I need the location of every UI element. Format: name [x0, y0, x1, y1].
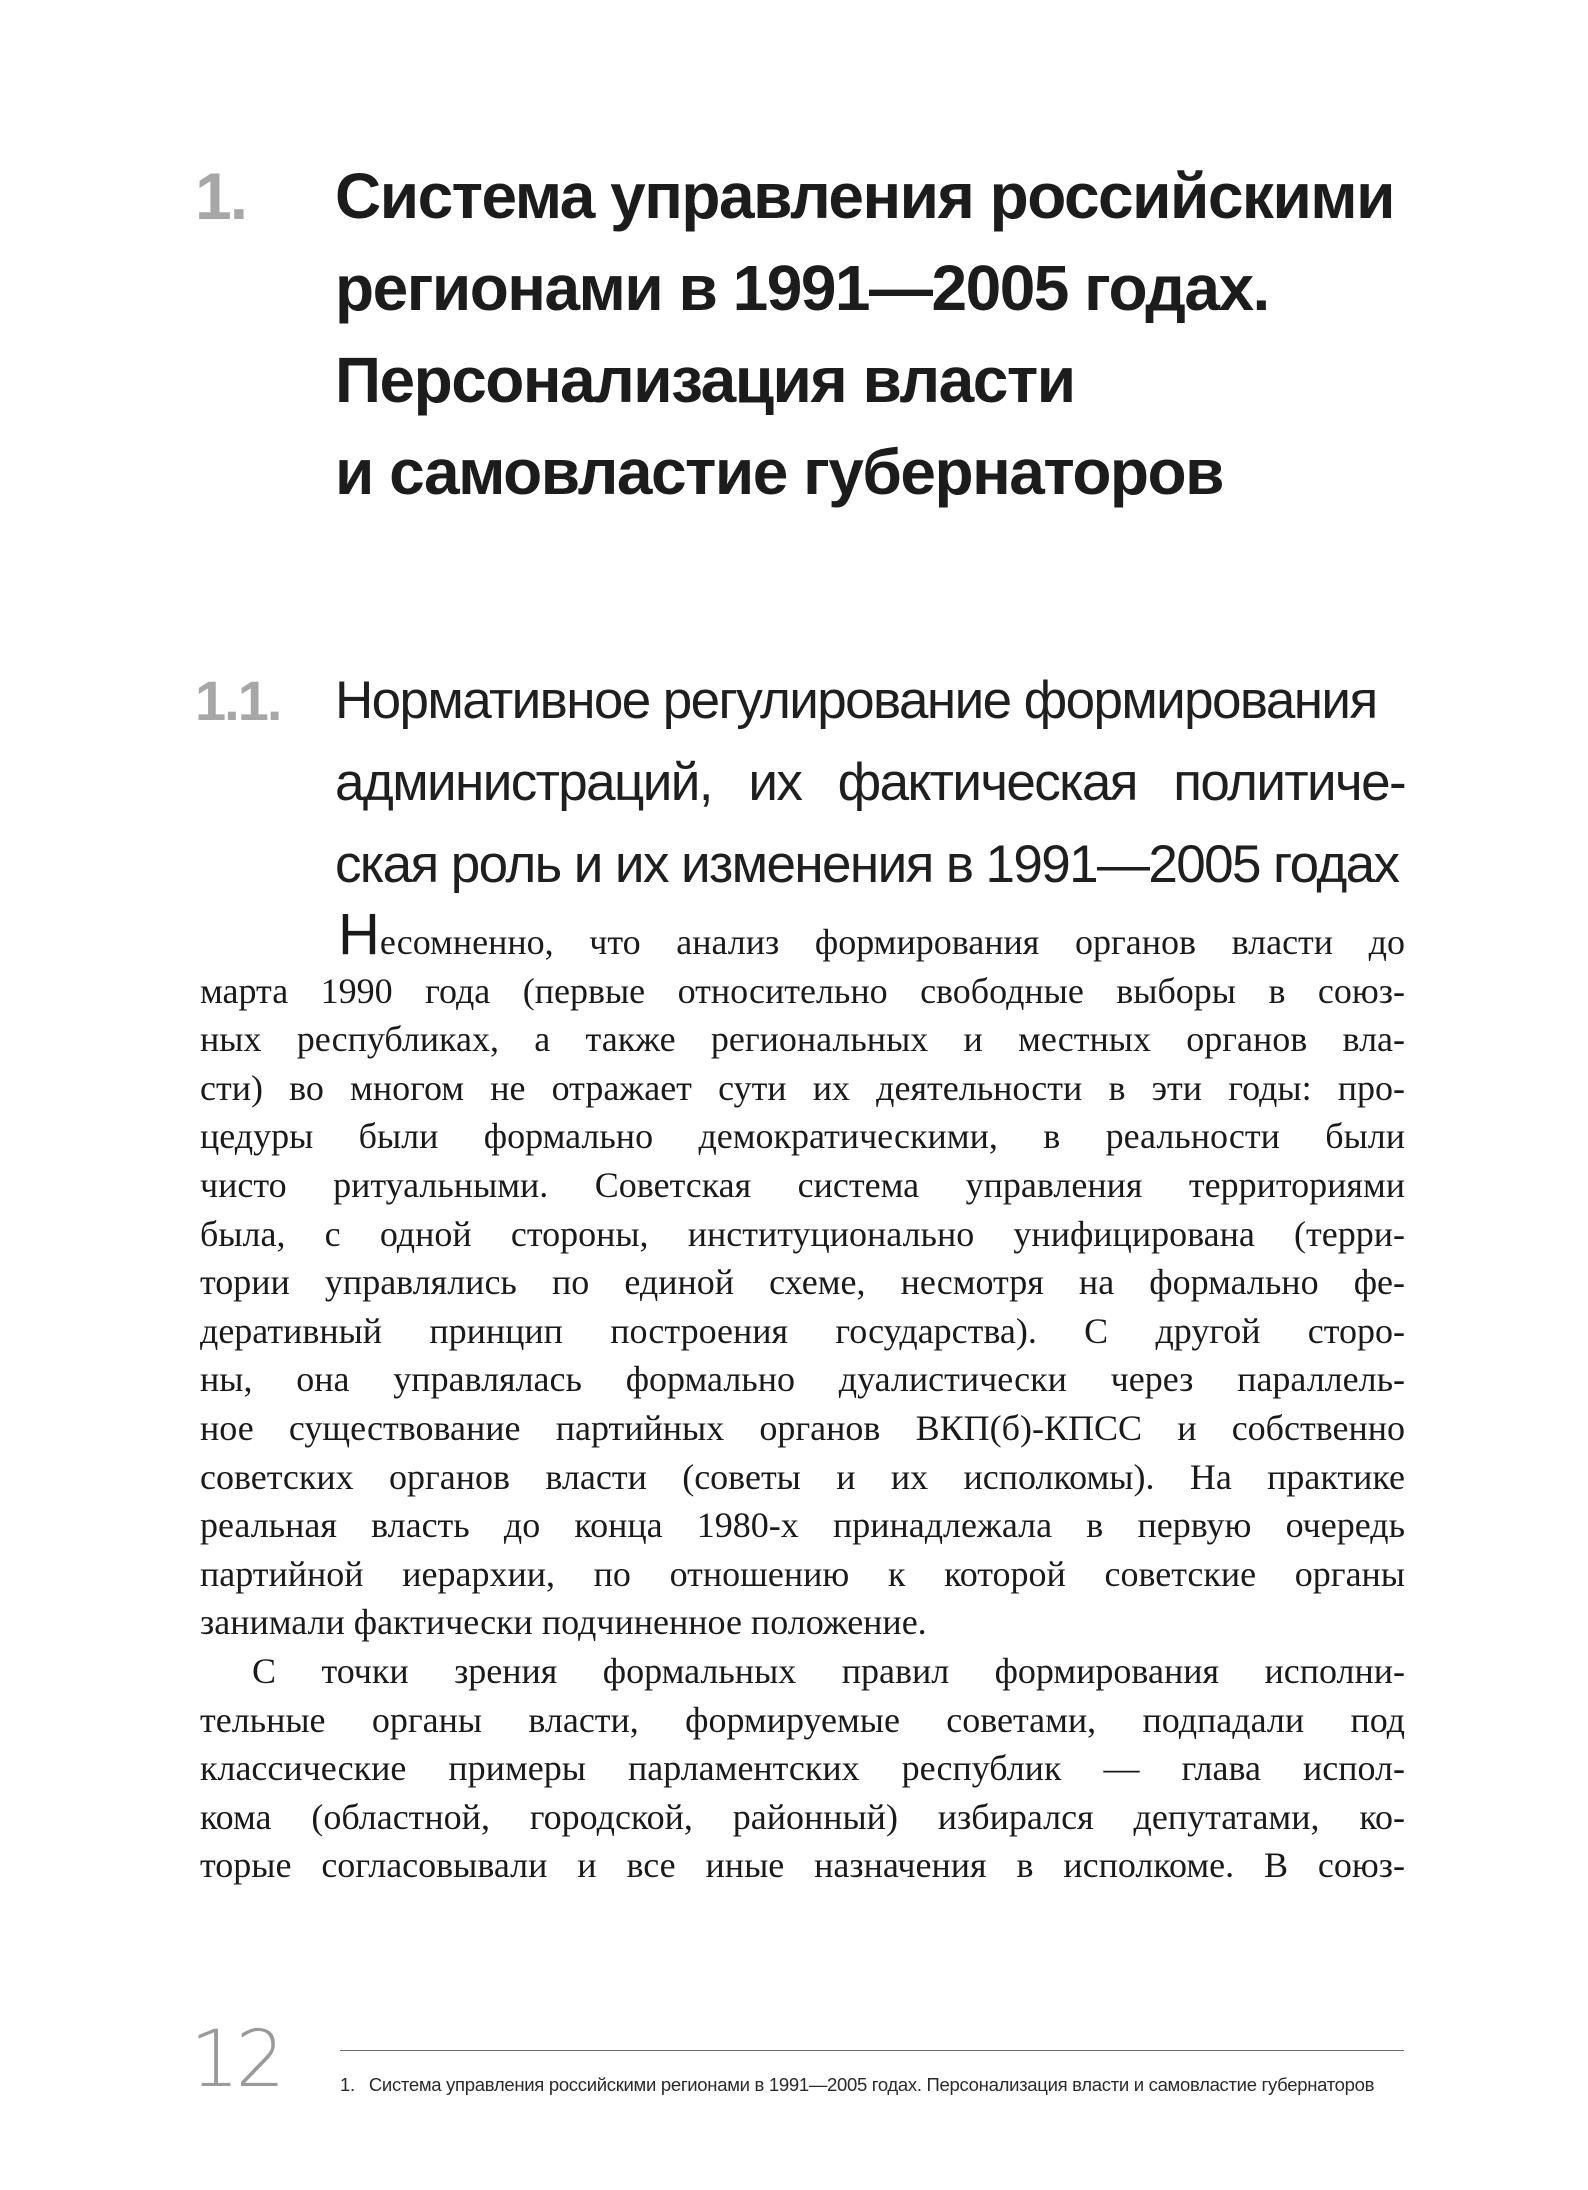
paragraph-line: кома (областной, городской, районный) избирался депутатами, ко-: [200, 1796, 1405, 1837]
line-text: есомненно, что анализ формирования органов власти до: [379, 922, 1405, 962]
paragraph-line: ное существование партийных органов ВКП(б)-КПСС и собственно: [200, 1407, 1405, 1448]
section-title-line: администраций, их фактическая политиче-: [335, 753, 1405, 812]
paragraph-line: [200, 902, 1405, 967]
running-footer: [340, 2074, 1404, 2096]
paragraph-line: марта 1990 года (первые относительно свободные выборы в союз-: [200, 970, 1405, 1011]
section-title-line: ская роль и их изменения в 1991—2005 годах: [335, 835, 1399, 894]
footer-divider: [340, 2050, 1404, 2051]
page-number: 12: [190, 2015, 282, 2105]
paragraph-line: партийной иерархии, по отношению к которой советские органы: [200, 1553, 1405, 1594]
paragraph-line: советских органов власти (советы и их исполкомы). На практике: [200, 1456, 1405, 1497]
paragraph-line: занимали фактически подчиненное положение.: [200, 1602, 927, 1643]
paragraph-line: сти) во многом не отражает сути их деятельности в эти годы: про-: [200, 1067, 1405, 1108]
running-footer-number: 1.: [340, 2074, 355, 2095]
chapter-title-line: Система управления российскими: [335, 160, 1394, 232]
paragraph-line: деративный принцип построения государства). С другой сторо-: [200, 1310, 1405, 1351]
paragraph-line: тельные органы власти, формируемые советами, подпадали под: [200, 1699, 1405, 1740]
paragraph-line: ных республиках, а также региональных и местных органов вла-: [200, 1019, 1405, 1060]
paragraph-line: С точки зрения формальных правил формирования исполни-: [252, 1650, 1405, 1691]
paragraph-line: торые согласовывали и все иные назначения в исполкоме. В союз-: [200, 1845, 1405, 1886]
paragraph-line: реальная власть до конца 1980-х принадлежала в первую очередь: [200, 1505, 1405, 1546]
body-text: [200, 902, 1405, 1890]
drop-cap: Н: [338, 902, 380, 967]
chapter-title: [335, 150, 1465, 518]
running-footer-title: Система управления российскими регионами в 1991—2005 годах. Персонализация власти и самовластие губернаторов: [368, 2074, 1375, 2095]
section-title-line: Нормативное регулирование формирования: [335, 671, 1377, 730]
chapter-title-line: и самовластие губернаторов: [335, 436, 1223, 508]
section-title: [335, 660, 1405, 906]
chapter-title-line: Персонализация власти: [335, 344, 1075, 416]
paragraph-line: цедуры были формально демократическими, в реальности были: [200, 1116, 1405, 1157]
paragraph-line: тории управлялись по единой схеме, несмотря на формально фе-: [200, 1262, 1405, 1303]
paragraph-line: ны, она управлялась формально дуалистически через параллель-: [200, 1359, 1405, 1400]
section-number: 1.1.: [195, 669, 281, 732]
paragraph-line: была, с одной стороны, институционально унифицирована (терри-: [200, 1213, 1405, 1254]
paragraph-line: чисто ритуальными. Советская система управления территориями: [200, 1164, 1405, 1205]
paragraph-line: классические примеры парламентских республик — глава испол-: [200, 1748, 1405, 1789]
chapter-number: 1.: [195, 159, 247, 233]
chapter-title-line: регионами в 1991—2005 годах.: [335, 252, 1269, 324]
